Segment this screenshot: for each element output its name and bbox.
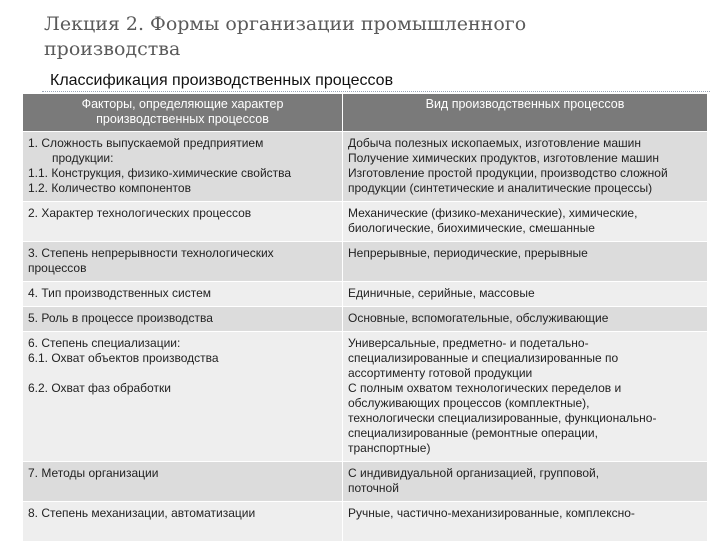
- cell-line: 1.2. Количество компонентов: [28, 181, 191, 195]
- cell-line: С полным охватом технологических переделов и: [348, 381, 622, 395]
- classification-table: [22, 93, 708, 542]
- cell-line: специализированные (ремонтные операции,: [348, 426, 598, 440]
- cell-line: процессов: [28, 261, 87, 275]
- table-row: [23, 132, 708, 202]
- factor-cell: [23, 132, 343, 202]
- factor-cell: [23, 282, 343, 307]
- process-type-cell: [343, 307, 708, 332]
- factor-cell: [23, 202, 343, 242]
- cell-line: Механические (физико-механические), химические,: [348, 206, 638, 220]
- page-title: [44, 12, 664, 62]
- table-row: [23, 282, 708, 307]
- cell-line: 1.1. Конструкция, физико-химические свойства: [28, 166, 292, 180]
- process-type-cell: [343, 282, 708, 307]
- factor-cell: [23, 332, 343, 462]
- process-type-cell: [343, 332, 708, 462]
- header-line: Вид производственных процессов: [425, 97, 625, 111]
- cell-line: специализированные и специализированные по: [348, 351, 619, 365]
- cell-line: технологически специализированные, функционально-: [348, 411, 657, 425]
- factor-cell: [23, 242, 343, 282]
- column-header-factors: [23, 94, 343, 132]
- cell-line: 6.1. Охват объектов производства: [28, 351, 219, 365]
- cell-line: Основные, вспомогательные, обслуживающие: [348, 311, 609, 325]
- cell-line: Изготовление простой продукции, производство сложной: [348, 166, 668, 180]
- cell-line: 2. Характер технологических процессов: [28, 206, 252, 220]
- cell-line: продукции:: [52, 151, 114, 165]
- table-row: [23, 307, 708, 332]
- cell-line: С индивидуальной организацией, групповой,: [348, 466, 600, 480]
- header-line: производственных процессов: [96, 112, 269, 126]
- column-header-process-types: [343, 94, 708, 132]
- cell-line: обслуживающих процессов (комплектные),: [348, 396, 590, 410]
- cell-line: Универсальные, предметно- и подетально-: [348, 336, 589, 350]
- factor-cell: [23, 502, 343, 542]
- cell-line: Добыча полезных ископаемых, изготовление машин: [348, 136, 642, 150]
- cell-line: биологические, биохимические, смешанные: [348, 221, 595, 235]
- cell-line: 6. Степень специализации:: [28, 336, 181, 350]
- cell-line: поточной: [348, 481, 399, 495]
- cell-line: Непрерывные, периодические, прерывные: [348, 246, 588, 260]
- cell-line: транспортные): [348, 441, 431, 455]
- cell-line: Получение химических продуктов, изготовление машин: [348, 151, 659, 165]
- cell-line: продукции (синтетические и аналитические процессы): [348, 181, 653, 195]
- header-line: Факторы, определяющие характер: [81, 97, 284, 111]
- dotted-divider: [42, 91, 710, 92]
- line-spacer: [28, 366, 336, 381]
- table-row: [23, 502, 708, 542]
- process-type-cell: [343, 132, 708, 202]
- title-line: Лекция 2. Формы организации промышленного: [44, 13, 527, 35]
- process-type-cell: [343, 462, 708, 502]
- process-type-cell: [343, 242, 708, 282]
- factor-cell: [23, 307, 343, 332]
- cell-line: Единичные, серийные, массовые: [348, 286, 535, 300]
- cell-line: 3. Степень непрерывности технологических: [28, 246, 274, 260]
- table-caption: Классификация производственных процессов: [50, 72, 394, 89]
- cell-line: 4. Тип производственных систем: [28, 286, 211, 300]
- table-row: [23, 332, 708, 462]
- cell-line: 8. Степень механизации, автоматизации: [28, 506, 256, 520]
- title-line: производства: [44, 38, 181, 60]
- cell-line: 6.2. Охват фаз обработки: [28, 381, 171, 395]
- cell-line: ассортименту готовой продукции: [348, 366, 533, 380]
- cell-line: 7. Методы организации: [28, 466, 159, 480]
- process-type-cell: [343, 202, 708, 242]
- table-row: [23, 242, 708, 282]
- factor-cell: [23, 462, 343, 502]
- table-row: [23, 202, 708, 242]
- cell-line: Ручные, частично-механизированные, комплексно-: [348, 506, 635, 520]
- table-header-row: [23, 94, 708, 132]
- cell-line: 1. Сложность выпускаемой предприятием: [28, 136, 264, 150]
- table-row: [23, 462, 708, 502]
- process-type-cell: [343, 502, 708, 542]
- cell-line: 5. Роль в процессе производства: [28, 311, 213, 325]
